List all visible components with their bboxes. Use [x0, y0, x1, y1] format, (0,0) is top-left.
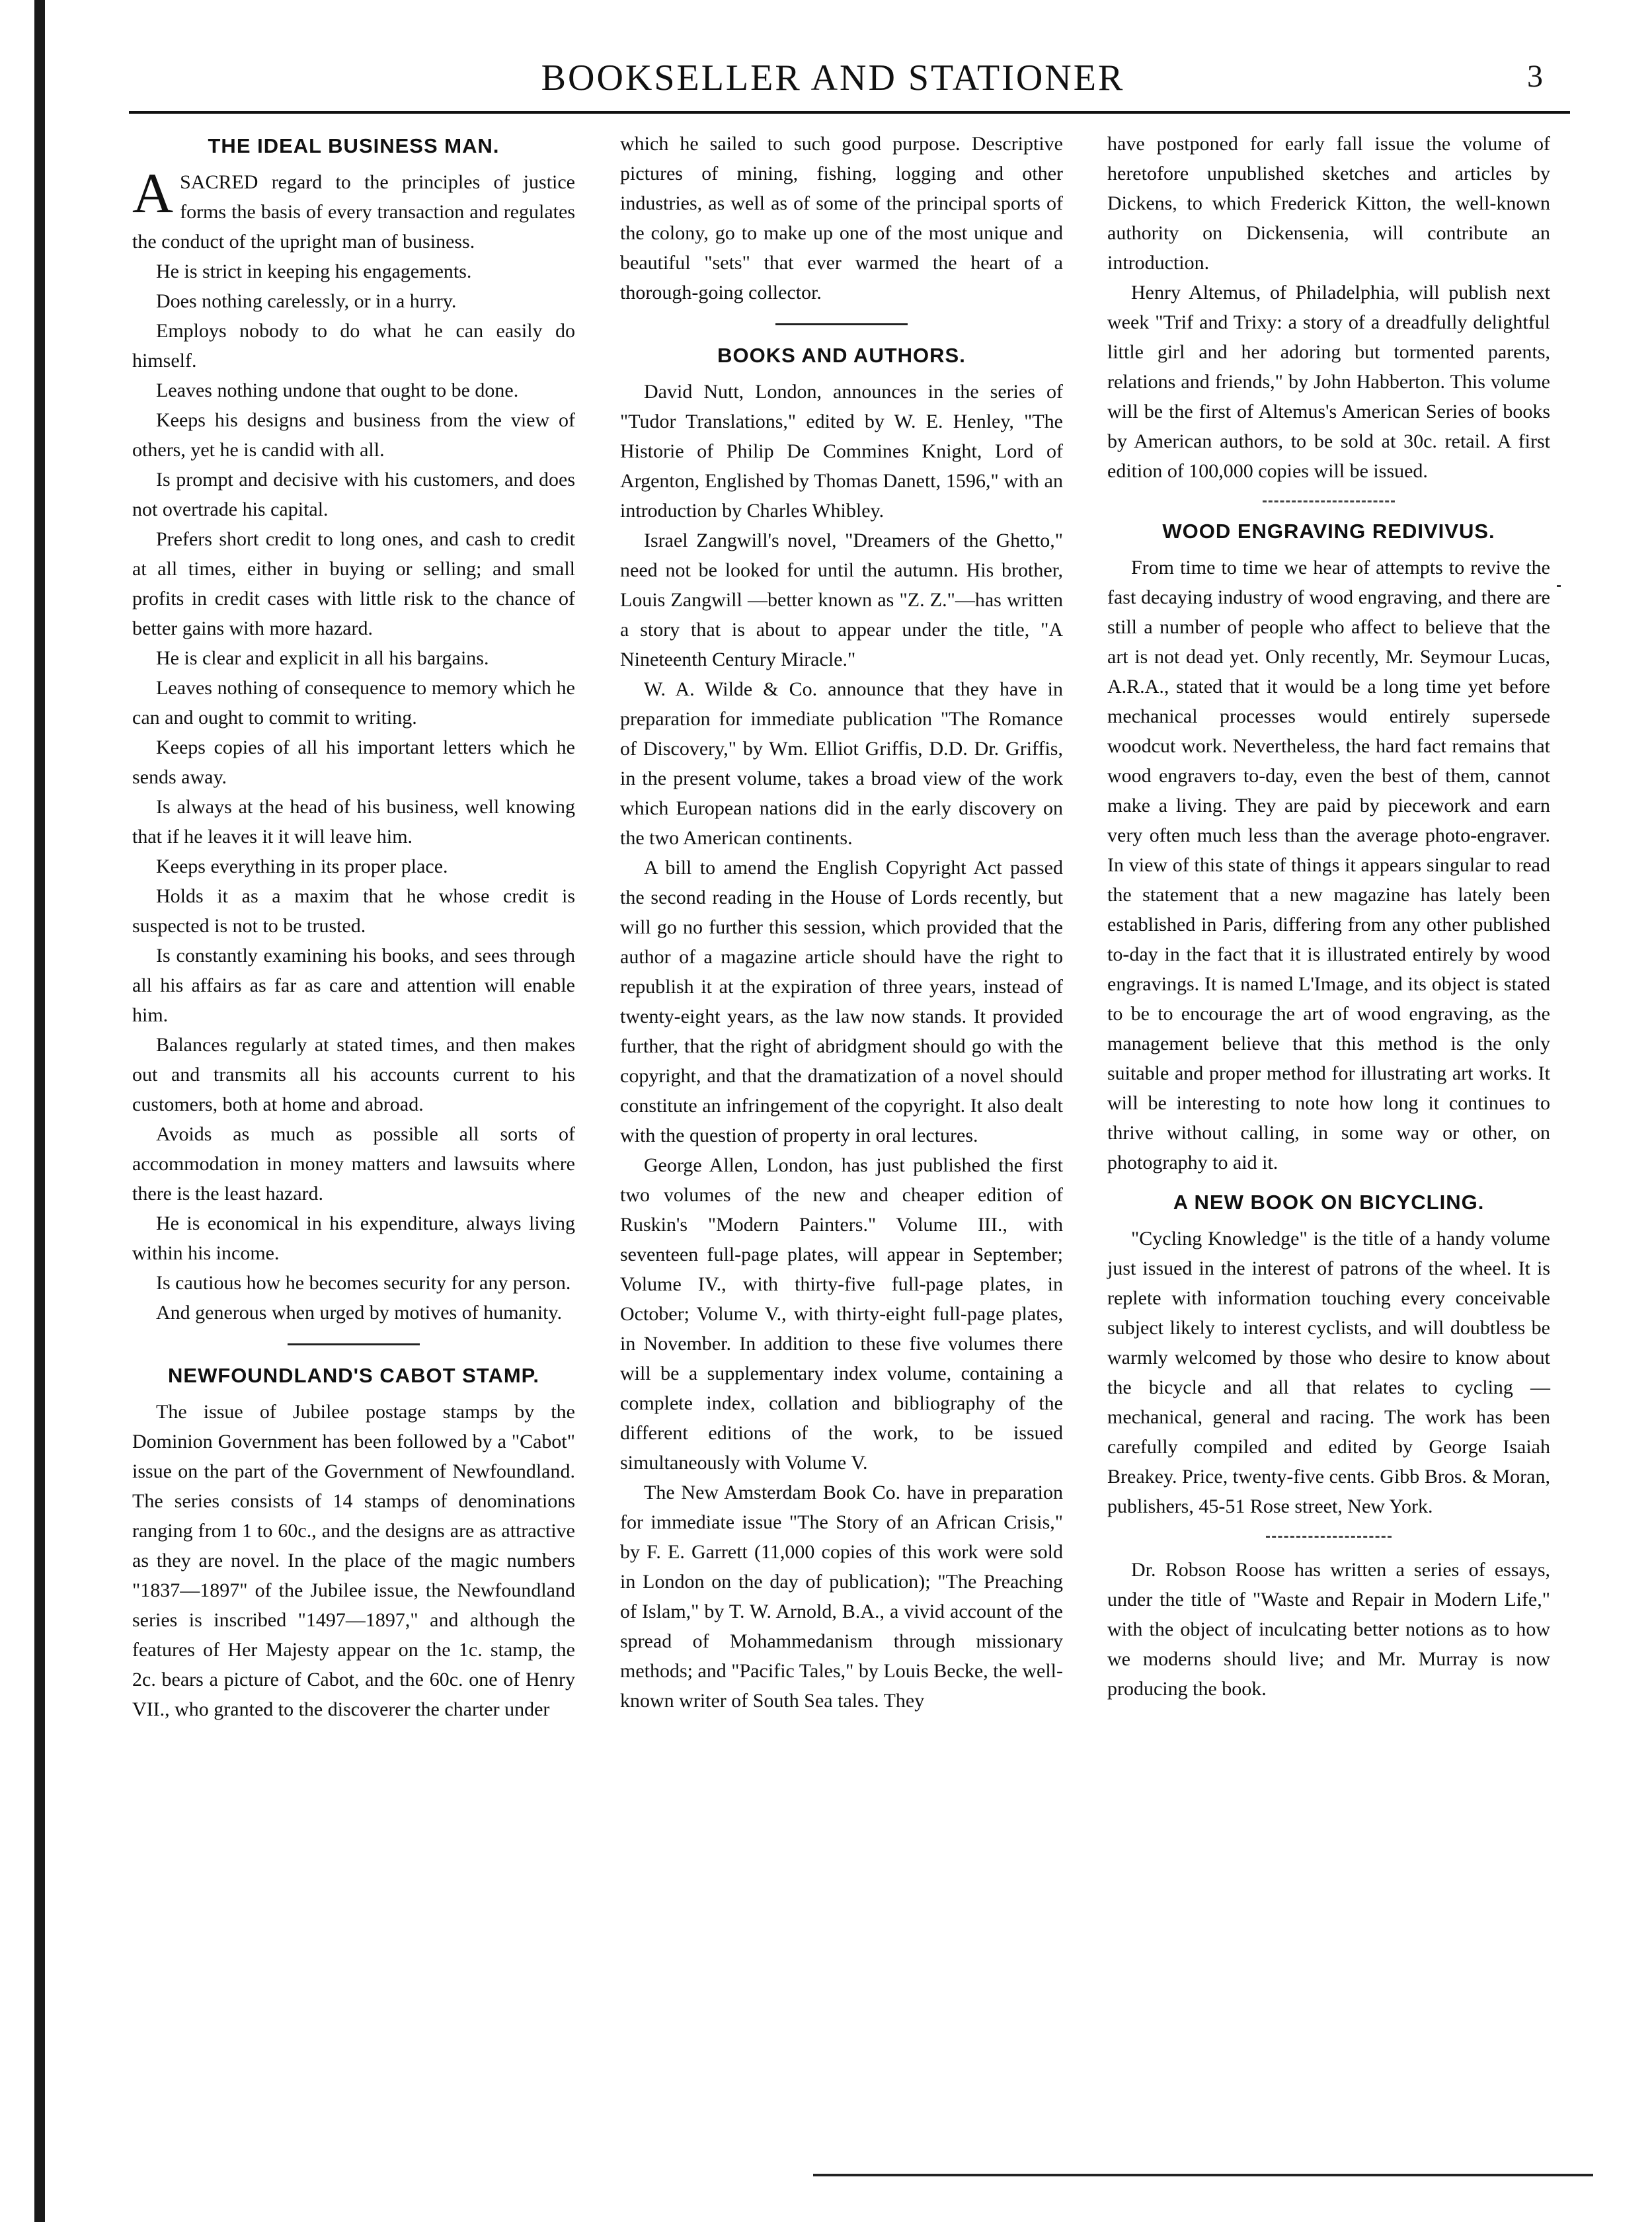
wood-engraving-article — [1107, 553, 1550, 1177]
paragraph: Is cautious how he becomes security for any person. — [156, 1272, 571, 1294]
section-divider — [1266, 1536, 1392, 1538]
paragraph: From time to time we hear of attempts to revive the fast decaying industry of wood engraving, and there are still a number of people who affect to believe that the art is not dead yet. Only recently, Mr. Seymour Lucas, A.R.A., stated that it would be a long time yet before mechanical processes would entirely supersede woodcut work. Nevertheless, the hard fact remains that wood engravers to-day, even the best of them, cannot make a living. They are paid by piecework and earn very often much less than the average photo-engraver. In view of this state of things it appears singular to read the statement that a new magazine has lately been established in Paris, differing from any other published to-day in the fact that it is illustrated entirely by wood engravings. It is named L'Image, and its object is stated to be to encourage the art of wood engraving, as the management believe that this method is the only suitable and proper method for illustrating art works. It will be interesting to note how long it continues to thrive without calling, in some way or other, on photography to aid it. — [1107, 557, 1550, 1173]
books-and-authors-article — [620, 377, 1063, 1716]
paragraph: Does nothing carelessly, or in a hurry. — [156, 290, 457, 312]
paragraph: David Nutt, London, announces in the series of "Tudor Translations," edited by W. E. Henley, "The Historie of Philip De Commines Knight, Lord of Argenton, Englished by Thomas Danett, 1596," with an introduction by Charles Whibley. — [620, 381, 1063, 522]
paragraph: George Allen, London, has just published the first two volumes of the new and cheaper edition of Ruskin's "Modern Painters." Volume III., with seventeen full-page plates, will appear in September; Volume IV., with thirty-five full-page plates, in October; Volume V., with thirty-eight full-page plates, in November. In addition to these five volumes there will be a supplementary index volume, containing a complete index, collation and bibliography of the different editions of the work, to be issued simultaneously with Volume V. — [620, 1154, 1063, 1474]
paragraph: A bill to amend the English Copyright Act passed the second reading in the House of Lords recently, but will go no further this session, which provided that the author of a magazine article should have the right to republish it at the expiration of three years, instead of twenty-eight years, as the law now stands. It provided further, that the right of abridgment should go with the copyright, and that the dramatization of a novel should constitute an infringement of the copyright. It also dealt with the question of property in oral lectures. — [620, 857, 1063, 1146]
paragraph: Keeps everything in its proper place. — [156, 855, 448, 877]
paragraph: Employs nobody to do what he can easily do himself. — [132, 320, 575, 372]
paragraph: The New Amsterdam Book Co. have in preparation for immediate issue "The Story of an African Crisis," by F. E. Garrett (11,000 copies of this work were sold in London on the day of publication); "The Preaching of Islam," by T. W. Arnold, B.A., a vivid account of the spread of Mohammedanism through missionary methods; and "Pacific Tales," by Louis Becke, the well-known writer of South Sea tales. They — [620, 1482, 1064, 1712]
heading-books-and-authors: BOOKS AND AUTHORS. — [717, 344, 966, 367]
ideal-intro-paragraph: ASACRED regard to the principles of justice forms the basis of every transaction and regulates the conduct of the upright man of business. — [132, 161, 575, 253]
column-1 — [132, 129, 575, 1724]
paragraph: Is always at the head of his business, well knowing that if he leaves it it will leave him. — [132, 796, 575, 848]
heading-bicycling: A NEW BOOK ON BICYCLING. — [1173, 1191, 1485, 1214]
footer-rule — [813, 2174, 1593, 2176]
paragraph: Israel Zangwill's novel, "Dreamers of the Ghetto," need not be looked for until the autumn. His brother, Louis Zangwill —better known as "Z. Z."—has written a story that is about to appear under the title, "A Nineteenth Century Miracle." — [620, 530, 1063, 670]
robson-roose-note — [1107, 1555, 1550, 1704]
paragraph: Is prompt and decisive with his customers, and does not overtrade his capital. — [132, 469, 575, 520]
paragraph: Leaves nothing of consequence to memory which he can and ought to commit to writing. — [132, 677, 575, 729]
paragraph: Holds it as a maxim that he whose credit is suspected is not to be trusted. — [132, 885, 575, 937]
drop-cap: A — [132, 161, 174, 225]
paragraph: W. A. Wilde & Co. announce that they have in preparation for immediate publication "The Romance of Discovery," by Wm. Elliot Griffis, D.D. Dr. Griffis, in the present volume, takes a broad view of the work which European nations did in the early discovery on the two American continents. — [620, 678, 1063, 849]
header-rule — [129, 111, 1570, 114]
paragraph: The issue of Jubilee postage stamps by the Dominion Government has been followed by a "Cabot" issue on the part of the Government of Newfoundland. The series consists of 14 stamps of denominations ranging from 1 to 60c., and the designs are as attractive as they are novel. In the place of the magic numbers "1837—1897" of the Jubilee issue, the Newfoundland series is inscribed "1497—1897," and although the features of Her Majesty appear on the 1c. stamp, the 2c. bears a picture of Cabot, and the 60c. one of Henry VII., who granted to the discoverer the charter under — [132, 1401, 575, 1720]
paragraph: Keeps his designs and business from the view of others, yet he is candid with all. — [132, 409, 575, 461]
cabot-stamp-article — [132, 1397, 575, 1724]
heading-cabot-stamp: NEWFOUNDLAND'S CABOT STAMP. — [168, 1364, 539, 1387]
paragraph: Leaves nothing undone that ought to be done. — [156, 379, 519, 401]
paragraph: Henry Altemus, of Philadelphia, will publish next week "Trif and Trixy: a story of a dreadfully delightful little girl and her adoring but tormented parents, relations and friends," by John Habberton. This volume will be the first of Altemus's American Series of books by American authors, to be sold at 30c. retail. A first edition of 100,000 copies will be issued. — [1107, 282, 1550, 482]
cabot-stamp-continued — [620, 129, 1063, 307]
paragraph: He is strict in keeping his engagements. — [156, 260, 472, 282]
paragraph: "Cycling Knowledge" is the title of a handy volume just issued in the interest of patrons of the wheel. It is replete with information touching every conceivable subject likely to interest cyclists, and will doubtless be warmly welcomed by those who desire to know about the bicycle and all that relates to cycling — mechanical, general and racing. The work has been carefully compiled and edited by George Isaiah Breakey. Price, twenty-five cents. Gibb Bros. & Moran, publishers, 45-51 Rose street, New York. — [1107, 1228, 1550, 1517]
section-divider — [1263, 500, 1395, 502]
paragraph: Keeps copies of all his important letters which he sends away. — [132, 736, 575, 788]
page-number: 3 — [1527, 59, 1543, 94]
paragraph: Is constantly examining his books, and sees through all his affairs as far as care and attention will enable him. — [132, 945, 575, 1026]
paragraph: Balances regularly at stated times, and then makes out and transmits all his accounts current to his customers, both at home and abroad. — [132, 1034, 575, 1115]
page-binding-edge — [34, 0, 45, 2222]
books-and-authors-continued — [1107, 129, 1550, 486]
heading-ideal-business-man: THE IDEAL BUSINESS MAN. — [208, 134, 500, 157]
paragraph: Prefers short credit to long ones, and cash to credit at all times, either in buying or selling; and small profits in credit cases with little risk to the chance of better gains with more hazard. — [132, 528, 575, 639]
paragraph: And generous when urged by motives of humanity. — [156, 1302, 563, 1324]
paragraph: have postponed for early fall issue the volume of heretofore unpublished sketches and articles by Dickens, to which Frederick Kitton, the well-known authority on Dickensenia, will contribute an introduction. — [1107, 133, 1550, 274]
heading-wood-engraving: WOOD ENGRAVING REDIVIVUS. — [1162, 520, 1495, 543]
paragraph: which he sailed to such good purpose. Descriptive pictures of mining, fishing, logging and other industries, as well as of some of the principal sports of the colony, go to make up one of the most unique and beautiful "sets" that ever warmed the heart of a thorough-going collector. — [620, 133, 1063, 303]
column-3 — [1107, 129, 1550, 1704]
page-header-title: BOOKSELLER AND STATIONER — [541, 58, 1125, 99]
ideal-business-maxims — [132, 257, 575, 1328]
margin-mark — [1557, 585, 1561, 587]
bicycling-article — [1107, 1224, 1550, 1521]
paragraph: He is economical in his expenditure, always living within his income. — [132, 1212, 575, 1264]
paragraph: Dr. Robson Roose has written a series of essays, under the title of "Waste and Repair in Modern Life," with the object of inculcating better notions as to how we moderns should live; and Mr. Murray is now producing the book. — [1107, 1559, 1550, 1700]
paragraph: Avoids as much as possible all sorts of accommodation in money matters and lawsuits where there is the least hazard. — [132, 1123, 575, 1205]
section-divider — [288, 1343, 420, 1345]
paragraph: He is clear and explicit in all his bargains. — [156, 647, 489, 669]
section-divider — [775, 323, 908, 325]
column-2 — [620, 129, 1063, 1716]
